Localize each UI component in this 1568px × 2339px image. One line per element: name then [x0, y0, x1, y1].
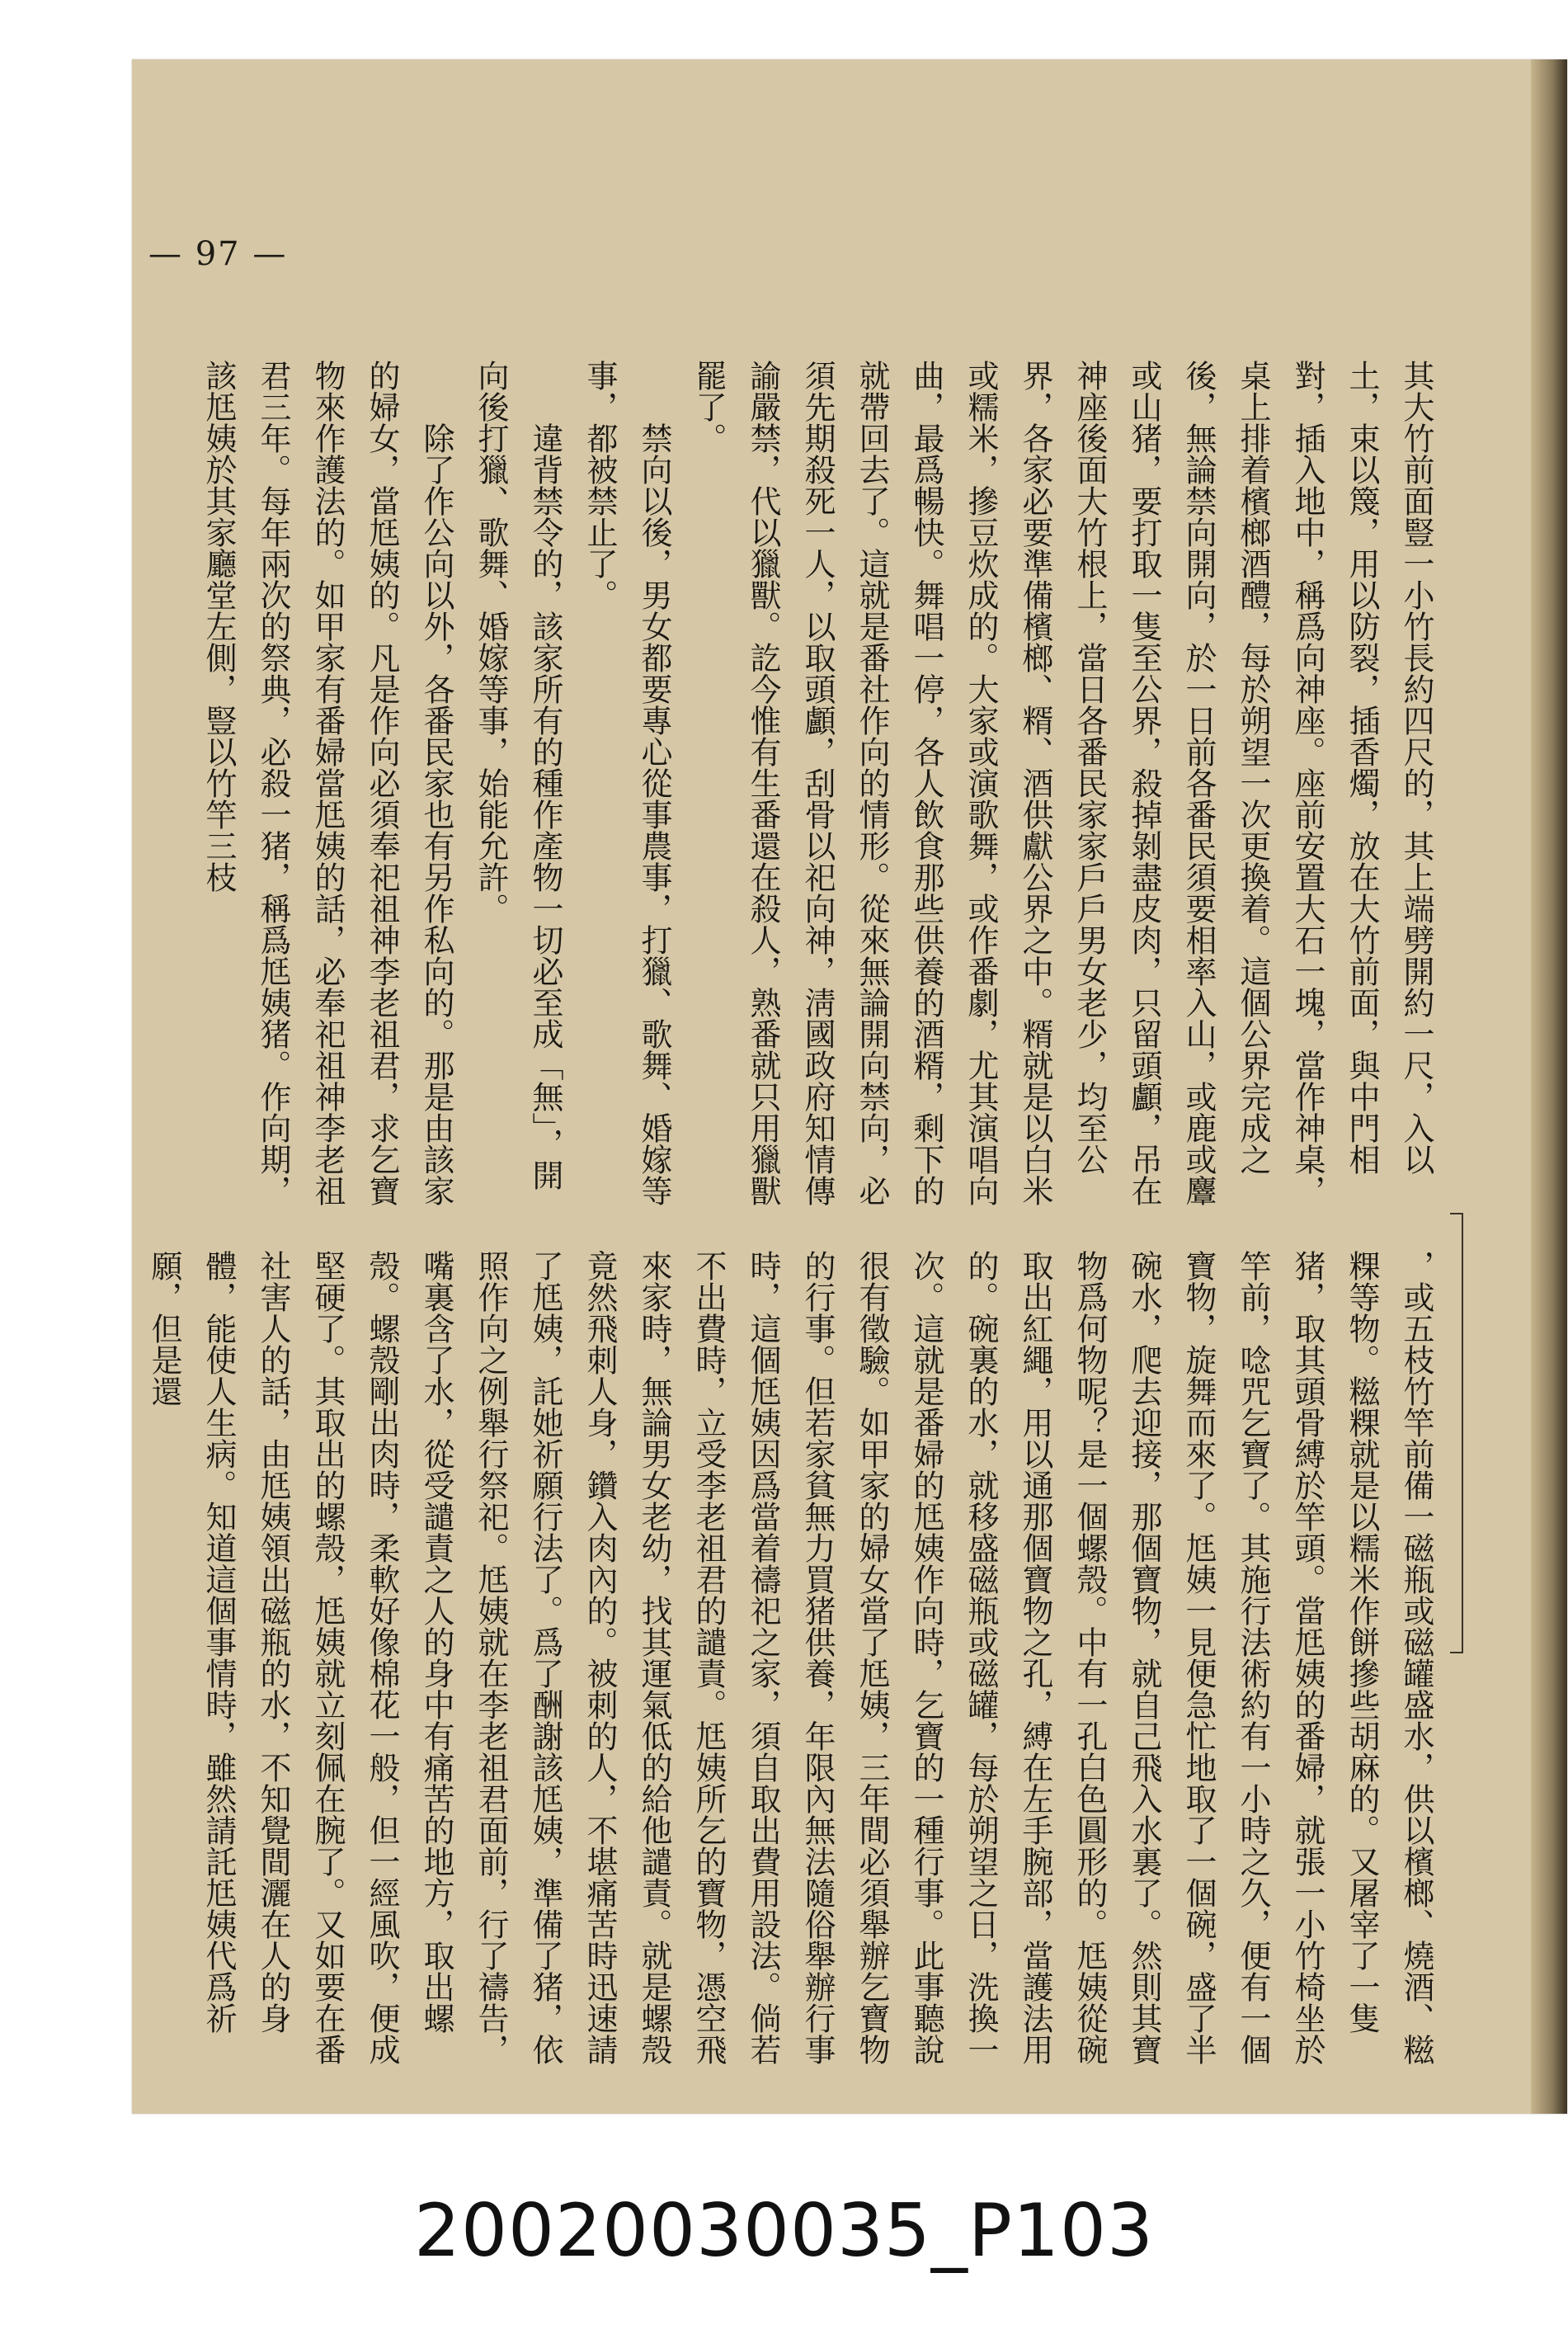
paragraph: ，或五枝竹竿前備一磁瓶或磁罐盛水，供以檳榔、燒酒、糍粿等物。糍粿就是以糯米作餅摻些胡麻的。又屠宰了一隻猪，取其頭骨縛於竿頭。當尪姨的番婦，就張一小竹椅坐於竿前，唸咒乞寶了。其施行法術約有一小時之久，便有一個寶物，旋舞而來了。尪姨一見便急忙地取了一個碗，盛了半碗水，爬去迎接，那個寶物，就自己飛入水裏了。然則其寶物爲何物呢？是一個螺殼。中有一孔白色圓形的。尪姨從碗取出紅繩，用以通那個寶物之孔，縛在左手腕部，當護法用的。碗裏的水，就移盛磁瓶或磁罐，每於朔望之日，洗換一次。這就是番婦的尪姨作向時，乞寶的一種行事。此事聽說很有徵驗。如甲家的婦女當了尪姨，三年間必須舉辦乞寶物的行事。但若家貧無力買猪供養，年限內無法隨俗舉辦行事時，這個尪姨因爲當着禱祀之家，須自取出費用設法。倘若不出費時，立受李老祖君的譴責。尪姨所乞的寶物，憑空飛來家時，無論男女老幼，找其運氣低的給他譴責。就是螺殼竟然飛刺人身，鑽入肉內的。被刺的人，不堪痛苦時迅速請了尪姨，託她祈願行法了。爲了酬謝該尪姨，準備了猪，依照作向之例舉行祭祀。尪姨就在李老祖君面前，行了禱告，嘴裏含了水，從受譴責之人的身中有痛苦的地方，取出螺殼。螺殼剛出肉時，柔軟好像棉花一般，但一經風吹，便成堅硬了。其取出的螺殼，尪姨就立刻佩在腕了。又如要在番社害人的話，由尪姨領出磁瓶的水，不知覺間灑在人的身體，能使人生病。知道這個事情時，雖然請託尪姨代爲祈願，但是還 [146, 1250, 1434, 2065]
page-number: — 97 — [148, 235, 288, 273]
top-text-block [200, 360, 1443, 1210]
paragraph: 禁向以後，男女都要專心從事農事，打獵、歌舞、婚嫁等事，都被禁止了。 [582, 360, 672, 1206]
paragraph: 除了作公向以外，各番民家也有另作私向的。那是由該家的婦女，當尪姨的。凡是作向必須奉祀祖神李老祖君，求乞寶物來作護法的。如甲家有番婦當尪姨的話，必奉祀祖神李老祖君三年。每年兩次的祭典，必殺一猪，稱爲尪姨猪。作向期，該尪姨於其家廳堂左側，豎以竹竿三枝 [200, 360, 454, 1206]
paragraph: 其大竹前面豎一小竹長約四尺的，其上端劈開約一尺，入以土，束以篾，用以防裂，插香燭，放在大竹前面，與中門相對，插入地中，稱爲向神座。座前安置大石一塊，當作神桌，桌上排着檳榔酒醴，每於朔望一次更換着。這個公界完成之後，無論禁向開向，於一日前各番民須要相率入山，或鹿或麞或山猪，要打取一隻至公界，殺掉剝盡皮肉，只留頭顱，吊在神座後面大竹根上，當日各番民家家戶戶男女老少，均至公界，各家必要準備檳榔、糈、酒供獻公界之中。糈就是以白米或糯米，摻豆炊成的。大家或演歌舞，或作番劇，尤其演唱向曲，最爲暢快。舞唱一停，各人飲食那些供養的酒糈，剩下的就帶回去了。這就是番社作向的情形。從來無論開向禁向，必須先期殺死一人，以取頭顱，刮骨以祀向神，淸國政府知情傳諭嚴禁，代以獵獸。訖今惟有生番還在殺人，熟番就只用獵獸罷了。 [690, 360, 1434, 1206]
archive-caption: 20020030035_P103 [414, 2188, 1154, 2273]
paragraph: 違背禁令的，該家所有的種作產物一切必至成「無」，開向後打獵、歌舞、婚嫁等事，始能允許。 [473, 360, 563, 1191]
book-spine [1531, 59, 1567, 2114]
bottom-text-block [146, 1250, 1443, 2087]
margin-bracket [1450, 1213, 1463, 1653]
